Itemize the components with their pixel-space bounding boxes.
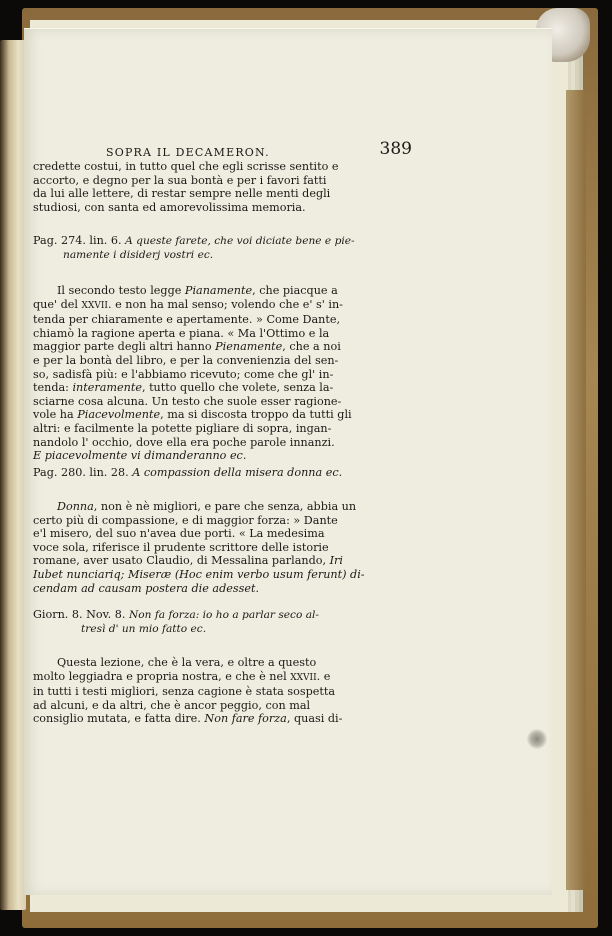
text-line: que' del XXVII. e non ha mal senso; volendo che e' s' in- (33, 297, 343, 311)
text-line: vole ha Piacevolmente, ma si discosta troppo da tutti gli (33, 408, 352, 422)
reference-heading (33, 234, 411, 262)
text-line: sciarne cosa alcuna. Un testo che suole esser ragione- (33, 394, 342, 408)
text-line: cendam ad causam postera die adesset. (33, 581, 260, 595)
text-line: romane, aver usato Claudio, di Messalina parlando, Iri (33, 554, 343, 568)
facing-page-edge (0, 40, 26, 910)
text-line: studiosi, con santa ed amorevolissima memoria. (33, 200, 306, 214)
text-line: E piacevolmente vi dimanderanno ec. (33, 449, 247, 463)
commentary-paragraph (33, 656, 411, 726)
running-title: SOPRA IL DECAMERON. (106, 146, 270, 159)
text-line: da lui alle lettere, di restar sempre nelle menti degli (33, 187, 331, 201)
binding-edge (566, 90, 586, 890)
reference-quote-cont: namente i disiderj vostri ec. (63, 248, 214, 261)
text-line: ad alcuni, e da altri, che è ancor peggio, con mal (33, 698, 311, 712)
text-line: accorto, e degno per la sua bontà e per i favori fatti (33, 173, 327, 187)
opening-paragraph (33, 160, 411, 214)
text-line: tenda: interamente, tutto quello che volete, senza la- (33, 381, 334, 395)
text-line: certo più di compassione, e di maggior forza: » Dante (33, 513, 338, 527)
commentary-paragraph (33, 500, 411, 595)
reference-quote: A compassion della misera donna ec. (132, 466, 343, 479)
commentary-paragraph (33, 284, 411, 463)
ink-smudge (527, 729, 547, 749)
page-number: 389 (379, 139, 412, 159)
reference-quote: A queste farete, che voi diciate bene e pie- (125, 235, 355, 247)
text-line: altri: e facilmente la potette pigliare di sopra, ingan- (33, 421, 332, 435)
text-line: Questa lezione, che è la vera, e oltre a questo (57, 656, 317, 669)
text-line: maggior parte degli altri hanno Pienamente, che a noi (33, 340, 341, 354)
text-line: voce sola, riferisce il prudente scrittore delle istorie (33, 540, 329, 554)
text-line: Il secondo testo legge Pianamente, che piacque a (57, 284, 338, 297)
text-line: consiglio mutata, e fatta dire. Non fare forza, quasi di- (33, 712, 343, 726)
text-line: chiamò la ragione aperta e piana. « Ma l'Ottimo e la (33, 326, 330, 340)
text-line: e'l misero, del suo n'avea due porti. « La medesima (33, 527, 325, 541)
reference-quote-cont: tresì d' un mio fatto ec. (81, 622, 207, 635)
text-line: molto leggiadra e propria nostra, e che è nel XXVII. e (33, 669, 331, 683)
text-line: e per la bontà del libro, e per la convenienzia del sen- (33, 353, 339, 367)
text-line: tenda per chiaramente e apertamente. » Come Dante, (33, 313, 341, 327)
text-line: Donna, non è nè migliori, e pare che senza, abbia un (57, 500, 357, 513)
reference-quote: Non fa forza: io ho a parlar seco al- (129, 609, 320, 621)
text-line: in tutti i testi migliori, senza cagione è stata sospetta (33, 685, 336, 699)
text-line: so, sadisfà più: e l'abbiamo ricevuto; come che gl' in- (33, 367, 334, 381)
running-header (106, 139, 412, 159)
reference-locator: Pag. 280. lin. 28. (33, 466, 129, 479)
text-line: Iubet nunciariq; Miseræ (Hoc enim verbo usum ferunt) di- (33, 567, 365, 581)
text-line: nandolo l' occhio, dove ella era poche parole innanzi. (33, 435, 335, 449)
text-line: credette costui, in tutto quel che egli scrisse sentito e (33, 160, 339, 173)
reference-locator: Pag. 274. lin. 6. (33, 234, 122, 247)
reference-locator: Giorn. 8. Nov. 8. (33, 608, 126, 621)
reference-heading (33, 608, 411, 636)
reference-heading (33, 466, 411, 480)
